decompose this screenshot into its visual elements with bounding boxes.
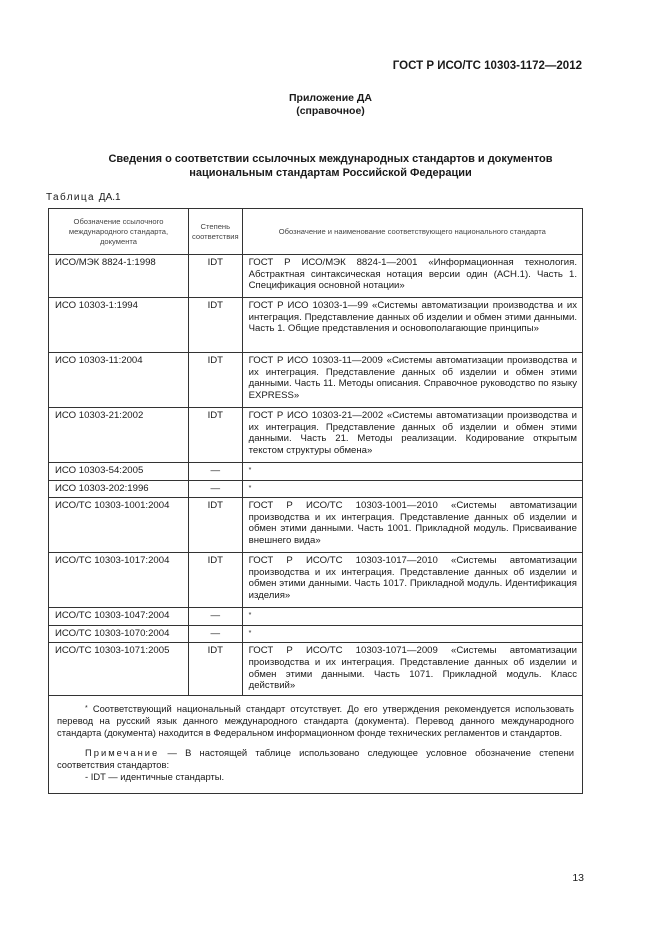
correspondence-table [48, 208, 583, 794]
table-row [49, 463, 583, 481]
table-label-number: ДА.1 [98, 192, 121, 203]
national-standard: ГОСТ Р ИСО 10303-11—2009 «Системы автоматизации производства и их интеграция. Представление данных об изделии и обмен этими данными. Часть 11. Методы описания. Справочное руководство по языку EXPRESS» [242, 353, 582, 408]
section-title-line-1: Сведения о соответствии ссылочных международных стандартов и документов [108, 153, 553, 165]
table-row [49, 608, 583, 626]
table-row [49, 408, 583, 463]
national-standard: ГОСТ Р ИСО 10303-21—2002 «Системы автоматизации производства и их интеграция. Представление данных об изделии и обмен этими данными. Часть 21. Методы реализации. Кодирование открытым текстом структуры обмена» [242, 408, 582, 463]
column-header-degree: Степень соответствия [189, 209, 243, 255]
annex-heading [0, 92, 661, 118]
degree-of-correspondence: — [189, 625, 243, 643]
footnote-mark: * [85, 704, 88, 712]
reference-standard: ИСО/ТС 10303-1070:2004 [49, 625, 189, 643]
table-row [49, 643, 583, 695]
note-item-idt: - IDT — идентичные стандарты. [85, 770, 225, 782]
reference-standard: ИСО/ТС 10303-1017:2004 [49, 553, 189, 608]
degree-of-correspondence: IDT [189, 498, 243, 553]
footnote-text: Соответствующий национальный стандарт отсутствует. До его утверждения рекомендуется использовать перевод на русский язык данного международного стандарта (документа). Перевод данного международного стандарта (документа) находится в Федеральном информационном фонде технических регламентов и стандартов. [57, 702, 574, 738]
section-title-line-2: национальным стандартам Российской Федерации [189, 167, 472, 179]
reference-standard: ИСО/МЭК 8824-1:1998 [49, 255, 189, 298]
reference-standard: ИСО/ТС 10303-1001:2004 [49, 498, 189, 553]
degree-of-correspondence: IDT [189, 298, 243, 353]
table-row [49, 353, 583, 408]
table-notes-row [49, 695, 583, 793]
table-header-row [49, 209, 583, 255]
degree-of-correspondence: — [189, 608, 243, 626]
footnote [57, 703, 574, 739]
table-row [49, 480, 583, 498]
degree-of-correspondence: — [189, 480, 243, 498]
annex-title: Приложение ДА [289, 92, 372, 104]
reference-standard: ИСО 10303-11:2004 [49, 353, 189, 408]
reference-standard: ИСО 10303-54:2005 [49, 463, 189, 481]
national-standard: ГОСТ Р ИСО/ТС 10303-1071—2009 «Системы автоматизации производства и их интеграция. Представление данных об изделии и обмен этими данными. Часть 1071. Прикладной модуль. Класс действий» [242, 643, 582, 695]
reference-standard: ИСО/ТС 10303-1047:2004 [49, 608, 189, 626]
note-label: Примечание [85, 746, 160, 758]
table-row [49, 625, 583, 643]
degree-of-correspondence: IDT [189, 408, 243, 463]
note-text: — В настоящей таблице использовано следующее условное обозначение степени соответствия стандартов: [57, 746, 574, 770]
page-number: 13 [572, 872, 584, 884]
national-standard: * [242, 480, 582, 498]
table-note [57, 747, 574, 771]
section-title [0, 152, 661, 180]
reference-standard: ИСО 10303-21:2002 [49, 408, 189, 463]
table-label-word: Таблица [46, 192, 96, 203]
national-standard: ГОСТ Р ИСО/ТС 10303-1001—2010 «Системы автоматизации производства и их интеграция. Представление данных об изделии и обмен этими данными. Часть 1001. Прикладной модуль. Присваивание внешнего вида» [242, 498, 582, 553]
national-standard: ГОСТ Р ИСО/ТС 10303-1017—2010 «Системы автоматизации производства и их интеграция. Представление данных об изделии и обмен этими данными. Часть 1017. Прикладной модуль. Идентификация изделия» [242, 553, 582, 608]
table-row [49, 255, 583, 298]
column-header-reference: Обозначение ссылочного международного стандарта, документа [49, 209, 189, 255]
annex-subtitle: (справочное) [296, 105, 365, 117]
national-standard: * [242, 625, 582, 643]
national-standard: * [242, 608, 582, 626]
reference-standard: ИСО 10303-202:1996 [49, 480, 189, 498]
column-header-national: Обозначение и наименование соответствующего национального стандарта [242, 209, 582, 255]
reference-standard: ИСО 10303-1:1994 [49, 298, 189, 353]
table-notes [49, 695, 583, 793]
national-standard: ГОСТ Р ИСО 10303-1—99 «Системы автоматизации производства и их интеграция. Представление данных об изделии и обмен этими данными. Часть 1. Общие представления и основополагающие принципы» [242, 298, 582, 353]
table-row [49, 498, 583, 553]
table-label [46, 192, 121, 203]
degree-of-correspondence: IDT [189, 553, 243, 608]
national-standard: * [242, 463, 582, 481]
document-header-id: ГОСТ Р ИСО/ТС 10303-1172—2012 [392, 60, 582, 72]
degree-of-correspondence: IDT [189, 643, 243, 695]
national-standard: ГОСТ Р ИСО/МЭК 8824-1—2001 «Информационная технология. Абстрактная синтаксическая нотация версии один (АСН.1). Часть 1. Спецификация основной нотации» [242, 255, 582, 298]
degree-of-correspondence: — [189, 463, 243, 481]
degree-of-correspondence: IDT [189, 255, 243, 298]
table-row [49, 553, 583, 608]
table-row [49, 298, 583, 353]
reference-standard: ИСО/ТС 10303-1071:2005 [49, 643, 189, 695]
degree-of-correspondence: IDT [189, 353, 243, 408]
